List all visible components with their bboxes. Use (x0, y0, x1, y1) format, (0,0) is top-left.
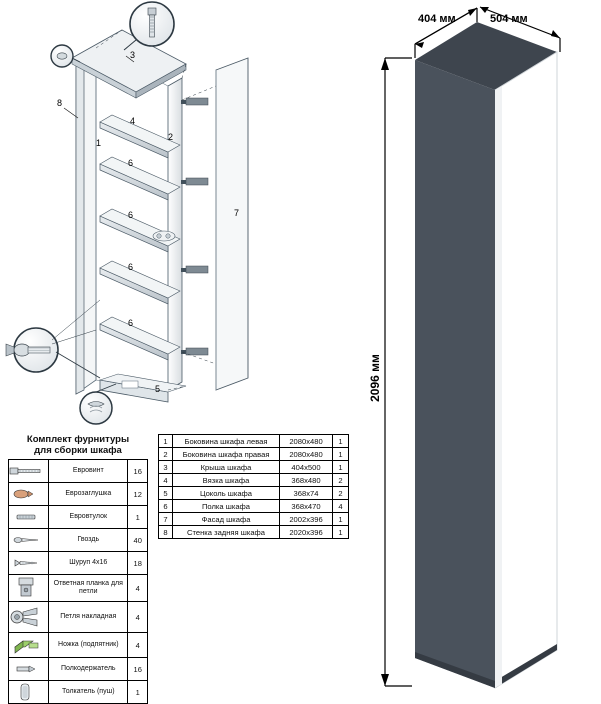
hardware-name: Ответная планка для петли (49, 575, 128, 602)
hinge-icon (9, 602, 49, 633)
part-size: 368x470 (280, 500, 333, 513)
height-label: 2096 мм (368, 354, 382, 402)
depth-arrow-right (551, 30, 560, 38)
hardware-name: Шуруп 4х16 (49, 552, 128, 575)
callout-4: 4 (130, 116, 136, 126)
table-row (9, 506, 148, 529)
part-number: 1 (159, 435, 173, 448)
cabinet-side-face (415, 60, 495, 688)
height-arrow-bottom (381, 674, 389, 686)
hardware-qty: 16 (128, 658, 148, 681)
foot-icon (9, 633, 49, 658)
part-name: Боковина шкафа левая (173, 435, 280, 448)
part-size: 368x74 (280, 487, 333, 500)
nail-icon (9, 529, 49, 552)
hinge-plate-icon (9, 575, 49, 602)
part-size: 404x500 (280, 461, 333, 474)
hardware-kit-panel (8, 434, 148, 704)
push-latch-detail (153, 231, 175, 241)
part-qty: 1 (333, 526, 349, 539)
hardware-qty: 4 (128, 633, 148, 658)
table-row (159, 435, 349, 448)
table-row (9, 529, 148, 552)
part-name: Полка шкафа (173, 500, 280, 513)
table-row (9, 552, 148, 575)
depth-label: 504 мм (490, 13, 528, 25)
cabinet-svg (352, 0, 601, 700)
door-facade-part (216, 58, 248, 390)
screw-icon (9, 552, 49, 575)
hardware-name: Гвоздь (49, 529, 128, 552)
callout-6b: 6 (128, 210, 134, 220)
table-row (9, 633, 148, 658)
hardware-qty: 4 (128, 575, 148, 602)
part-size: 2080x480 (280, 448, 333, 461)
euro-screw-icon (9, 460, 49, 483)
hardware-name: Евровтулок (49, 506, 128, 529)
callout-6a: 6 (128, 158, 134, 168)
left-side-panel-part (76, 62, 84, 394)
table-row (159, 448, 349, 461)
width-label: 404 мм (418, 13, 456, 25)
hardware-title-line2: для сборки шкафа (34, 445, 122, 456)
hardware-name: Еврозаглушка (49, 483, 128, 506)
callout-6d: 6 (128, 318, 134, 328)
table-row (159, 513, 349, 526)
pusher-icon (9, 681, 49, 704)
part-name: Цоколь шкафа (173, 487, 280, 500)
cabinet-front-shade (495, 86, 502, 688)
callout-2: 2 (168, 132, 174, 142)
exploded-svg (0, 0, 320, 430)
table-row (159, 474, 349, 487)
part-number: 6 (159, 500, 173, 513)
table-row (9, 658, 148, 681)
cabinet-dimension-view (352, 0, 601, 700)
table-row (9, 681, 148, 704)
hardware-qty: 4 (128, 602, 148, 633)
hardware-qty: 16 (128, 460, 148, 483)
hardware-qty: 1 (128, 681, 148, 704)
euro-cap-icon (9, 483, 49, 506)
height-arrow-top (381, 58, 389, 70)
callout-5: 5 (155, 384, 161, 394)
part-number: 8 (159, 526, 173, 539)
part-size: 2020x396 (280, 526, 333, 539)
part-qty: 2 (333, 487, 349, 500)
callout-7: 7 (234, 208, 240, 218)
euro-socket-icon (9, 506, 49, 529)
parts-list-panel (158, 434, 348, 539)
hardware-kit-title (8, 434, 148, 456)
exploded-assembly-drawing (0, 0, 320, 430)
shelf-support-icon (9, 658, 49, 681)
hinge-marks (181, 98, 208, 355)
hardware-name: Толкатель (пуш) (49, 681, 128, 704)
hardware-name: Евровинт (49, 460, 128, 483)
part-qty: 1 (333, 448, 349, 461)
table-row (9, 575, 148, 602)
part-number: 4 (159, 474, 173, 487)
table-row (9, 460, 148, 483)
part-name: Боковина шкафа правая (173, 448, 280, 461)
hardware-title-line1: Комплект фурнитуры (26, 434, 130, 445)
table-row (159, 526, 349, 539)
part-name: Фасад шкафа (173, 513, 280, 526)
cabinet-front-face (495, 52, 557, 688)
table-row (9, 602, 148, 633)
hardware-name: Ножка (подпятник) (49, 633, 128, 658)
part-size: 2002x396 (280, 513, 333, 526)
callout-6c: 6 (128, 262, 134, 272)
part-size: 368x480 (280, 474, 333, 487)
part-name: Стенка задняя шкафа (173, 526, 280, 539)
hardware-qty: 18 (128, 552, 148, 575)
callout-1: 1 (96, 138, 102, 148)
callout-3: 3 (130, 50, 136, 60)
hardware-qty: 1 (128, 506, 148, 529)
width-arrow-right (468, 8, 477, 16)
table-row (159, 461, 349, 474)
hardware-table (8, 459, 148, 704)
table-row (159, 500, 349, 513)
hardware-name: Петля накладная (49, 602, 128, 633)
part-name: Крыша шкафа (173, 461, 280, 474)
hardware-name: Полкодержатель (49, 658, 128, 681)
callout-8: 8 (57, 98, 63, 108)
parts-table (158, 434, 349, 539)
part-number: 2 (159, 448, 173, 461)
part-size: 2080x480 (280, 435, 333, 448)
part-number: 3 (159, 461, 173, 474)
table-row (159, 487, 349, 500)
part-qty: 4 (333, 500, 349, 513)
part-qty: 1 (333, 435, 349, 448)
part-qty: 1 (333, 461, 349, 474)
part-qty: 1 (333, 513, 349, 526)
height-dimension (385, 58, 412, 686)
part-name: Вязка шкафа (173, 474, 280, 487)
part-number: 5 (159, 487, 173, 500)
hardware-qty: 12 (128, 483, 148, 506)
table-row (9, 483, 148, 506)
part-qty: 2 (333, 474, 349, 487)
part-number: 7 (159, 513, 173, 526)
hardware-qty: 40 (128, 529, 148, 552)
